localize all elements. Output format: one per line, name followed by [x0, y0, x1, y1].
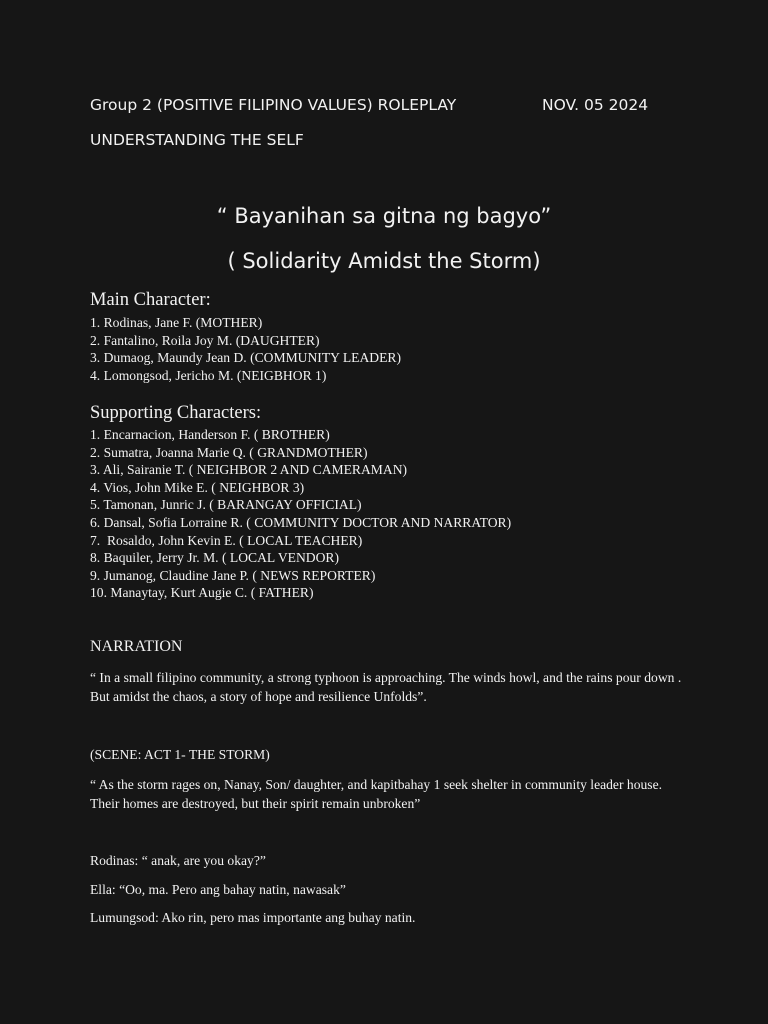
- roleplay-title-translation: ( Solidarity Amidst the Storm): [227, 249, 541, 273]
- list-item: 3. Dumaog, Maundy Jean D. (COMMUNITY LEADER): [90, 350, 401, 366]
- main-character-heading: Main Character:: [90, 290, 211, 310]
- list-item: 6. Dansal, Sofia Lorraine R. ( COMMUNITY DOCTOR AND NARRATOR): [90, 514, 512, 530]
- dialogue-line: Lumungsod: Ako rin, pero mas importante ang buhay natin.: [90, 910, 416, 925]
- list-item: 1. Rodinas, Jane F. (MOTHER): [90, 315, 263, 330]
- scene-paragraph: “ As the storm rages on, Nanay, Son/ daughter, and kapitbahay 1 seek shelter in community leader house. Their homes are destroyed, but their spirit remain unbroken”: [90, 777, 663, 811]
- list-item: 5. Tamonan, Junric J. ( BARANGAY OFFICIAL): [90, 497, 362, 513]
- list-item: 2. Sumatra, Joanna Marie Q. ( GRANDMOTHER): [90, 444, 368, 460]
- dialogue-line: Ella: “Oo, ma. Pero ang bahay natin, nawasak”: [90, 882, 346, 897]
- dialogue-line: Rodinas: “ anak, are you okay?”: [90, 853, 266, 868]
- list-item: 10. Manaytay, Kurt Augie C. ( FATHER): [90, 585, 314, 601]
- narration-heading: NARRATION: [90, 638, 183, 655]
- list-item: 8. Baquiler, Jerry Jr. M. ( LOCAL VENDOR): [90, 550, 340, 566]
- list-item: 4. Lomongsod, Jericho M. (NEIGBHOR 1): [90, 367, 327, 383]
- supporting-characters-heading: Supporting Characters:: [90, 403, 262, 423]
- narration-paragraph: “ In a small filipino community, a strong typhoon is approaching. The winds howl, and the rains pour down . But amidst the chaos, a story of hope and resilience Unfolds”.: [90, 670, 682, 704]
- list-item: 4. Vios, John Mike E. ( NEIGHBOR 3): [90, 479, 305, 495]
- list-item: 3. Ali, Sairanie T. ( NEIGHBOR 2 AND CAMERAMAN): [90, 462, 408, 478]
- list-item: 1. Encarnacion, Handerson F. ( BROTHER): [90, 427, 330, 442]
- group-title: Group 2 (POSITIVE FILIPINO VALUES) ROLEPLAY: [90, 96, 457, 114]
- roleplay-title: “ Bayanihan sa gitna ng bagyo”: [216, 204, 552, 228]
- supporting-characters-list: [90, 426, 511, 602]
- list-item: 7. Rosaldo, John Kevin E. ( LOCAL TEACHER): [90, 532, 363, 548]
- main-character-list: [90, 314, 401, 384]
- list-item: 2. Fantalino, Roila Joy M. (DAUGHTER): [90, 332, 320, 348]
- list-item: 9. Jumanog, Claudine Jane P. ( NEWS REPORTER): [90, 567, 376, 583]
- course-subtitle: UNDERSTANDING THE SELF: [90, 131, 304, 149]
- document-date: NOV. 05 2024: [542, 96, 649, 114]
- scene-heading: (SCENE: ACT 1- THE STORM): [90, 747, 270, 762]
